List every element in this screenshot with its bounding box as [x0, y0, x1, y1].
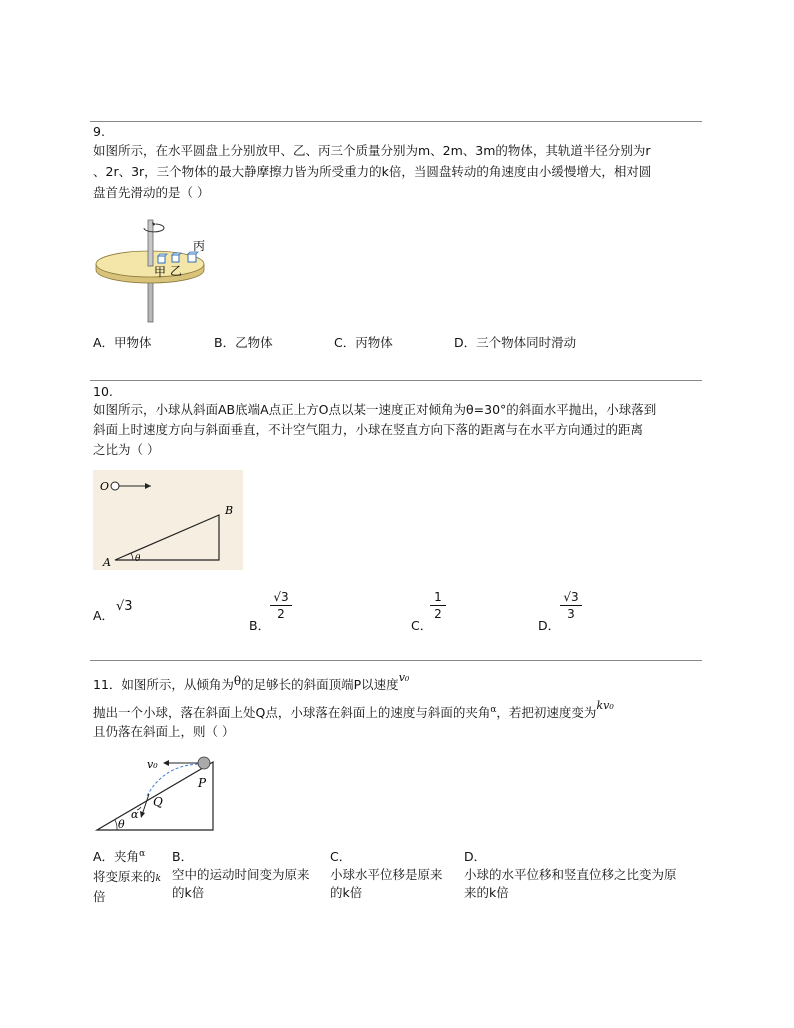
option-b[interactable]: B．乙物体	[214, 335, 273, 350]
option-b[interactable]	[172, 848, 310, 902]
option-c[interactable]	[330, 848, 443, 902]
fraction	[270, 590, 292, 621]
label-jia: 甲	[154, 265, 167, 279]
option-body: 小球水平位移是原来	[330, 867, 443, 882]
alpha-symbol: α	[139, 849, 146, 859]
divider-q11	[90, 660, 702, 661]
label-O: O	[100, 480, 110, 493]
option-a[interactable]: A．甲物体	[93, 335, 152, 350]
question-number: 10.	[93, 384, 113, 399]
label-theta: θ	[118, 818, 125, 831]
option-body: 空中的运动时间变为原来	[172, 867, 310, 882]
label-Q: Q	[153, 795, 163, 809]
numerator: √3	[563, 590, 579, 604]
option-head: C．	[330, 849, 352, 864]
option-tail: 的k倍	[172, 885, 205, 900]
option-a[interactable]	[93, 848, 161, 906]
question-text-line: 、2r、3r，三个物体的最大静摩擦力皆为所受重力的k倍，当圆盘转动的角速度由小缓慢增大，相对圆	[93, 164, 652, 179]
question-text-line: 盘首先滑动的是（ ）	[93, 185, 210, 200]
label-v0: v₀	[147, 758, 158, 771]
option-tail: 的k倍	[330, 885, 363, 900]
ball-O	[111, 482, 119, 490]
label-A: A	[103, 556, 111, 569]
text: ，若把初速度变为	[496, 705, 597, 720]
option-prefix: B．	[249, 618, 271, 633]
question-text-line: 如图所示，在水平圆盘上分别放甲、乙、丙三个质量分别为m、2m、3m的物体，其轨道半径分别为r	[93, 143, 651, 158]
question-text-line: 且仍落在斜面上，则（ ）	[93, 724, 235, 739]
question-number: 9.	[93, 124, 105, 139]
divider-q9	[90, 121, 702, 122]
text: 抛出一个小球，落在斜面上处Q点，小球落在斜面上的速度与斜面的夹角	[93, 705, 491, 720]
option-body: 小球的水平位移和竖直位移之比变为原	[464, 867, 677, 882]
question-text-line: 之比为（ ）	[93, 442, 160, 457]
option-value: √3	[116, 599, 133, 614]
option-prefix: D．	[538, 618, 561, 633]
text: 的足够长的斜面顶端P以速度	[241, 677, 399, 692]
block-bing	[188, 252, 198, 262]
numerator: 1	[434, 590, 442, 604]
option-d[interactable]	[464, 848, 677, 902]
incline-figure-q10	[93, 470, 243, 570]
question-text-line: 如图所示，小球从斜面AB底端A点正上方O点以某一速度正对倾角为θ=30°的斜面水平抛出，小球落到	[93, 402, 657, 417]
option-head: D．	[464, 849, 487, 864]
text: 11．如图所示，从倾角为	[93, 677, 234, 692]
label-alpha: α	[131, 808, 139, 821]
denominator: 3	[567, 607, 575, 621]
option-tail: 倍	[93, 889, 106, 904]
axle-upper	[148, 220, 153, 266]
option-head: B．	[172, 849, 194, 864]
fraction	[560, 590, 582, 621]
rotating-disc-figure	[90, 212, 220, 324]
option-head: A．夹角	[93, 849, 140, 864]
denominator: 2	[277, 607, 285, 621]
question-line-1	[93, 671, 410, 696]
ball-P	[198, 757, 210, 769]
option-body: 将变原来的	[93, 869, 156, 884]
divider-q10	[90, 380, 702, 381]
alpha-symbol: α	[490, 705, 497, 715]
label-B: B	[225, 504, 234, 517]
option-d[interactable]: D．三个物体同时滑动	[454, 335, 577, 350]
k-symbol: k	[155, 874, 161, 884]
label-P: P	[198, 776, 207, 790]
option-c[interactable]: C．丙物体	[334, 335, 393, 350]
numerator: √3	[273, 590, 289, 604]
option-tail: 来的k倍	[464, 885, 509, 900]
label-bing: 丙	[193, 239, 206, 253]
option-prefix: C．	[411, 618, 433, 633]
label-yi: 乙	[170, 264, 183, 278]
denominator: 2	[434, 607, 442, 621]
question-text-line: 斜面上时速度方向与斜面垂直，不计空气阻力，小球在竖直方向下落的距离与在水平方向通过的距离	[93, 422, 644, 437]
fraction	[430, 590, 446, 621]
option-prefix: A．	[93, 608, 115, 623]
theta-symbol: θ	[233, 674, 242, 688]
incline-figure-q11	[93, 752, 223, 834]
kv0-symbol: kv₀	[596, 699, 614, 712]
v0-symbol: v₀	[398, 671, 410, 684]
label-theta: θ	[135, 554, 141, 564]
